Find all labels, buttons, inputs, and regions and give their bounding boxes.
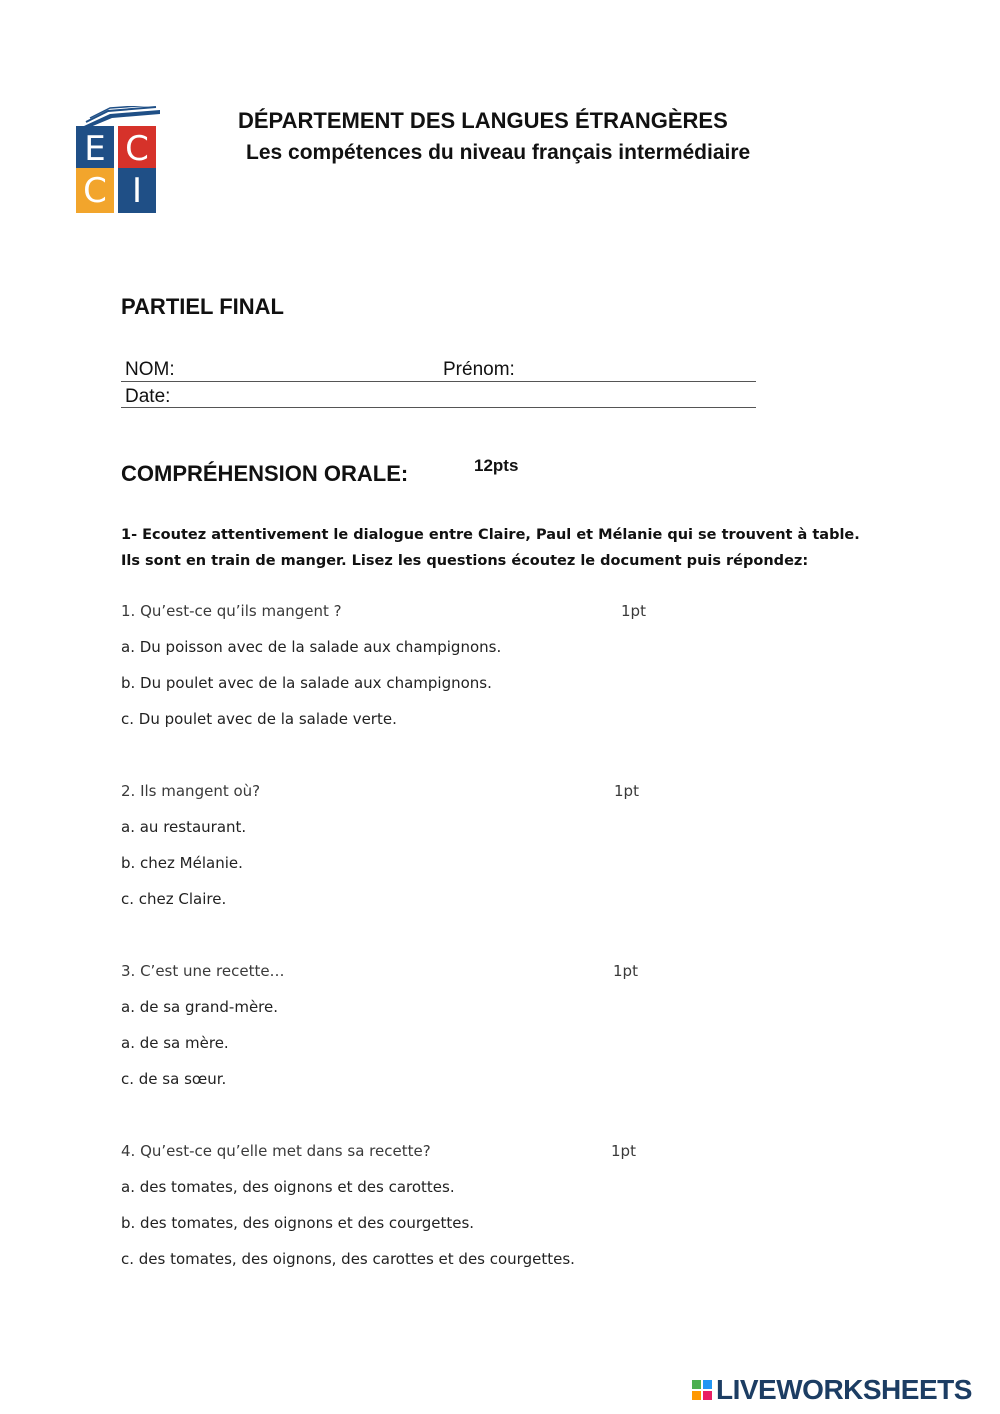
logo-tile-i: I [118,168,156,213]
department-title: DÉPARTEMENT DES LANGUES ÉTRANGÈRES [238,108,728,133]
question-2-option-c[interactable]: c. chez Claire. [121,890,227,908]
liveworksheets-logo-icon [692,1380,712,1400]
question-2: 2. Ils mangent où? [121,782,261,800]
book-pages-icon [80,106,168,128]
logo-tile-c-top: C [118,126,156,171]
exam-title: PARTIEL FINAL [121,294,284,319]
question-1-option-c[interactable]: c. Du poulet avec de la salade verte. [121,710,397,728]
date-label: Date: [125,386,171,407]
question-4-option-c[interactable]: c. des tomates, des oignons, des carottes et des courgettes. [121,1250,575,1268]
liveworksheets-wordmark: LIVEWORKSHEETS [716,1374,972,1405]
question-1-option-a[interactable]: a. Du poisson avec de la salade aux champignons. [121,638,502,656]
question-1-option-b[interactable]: b. Du poulet avec de la salade aux champignons. [121,674,492,692]
course-subtitle: Les compétences du niveau français intermédiaire [246,141,751,164]
prenom-label: Prénom: [443,359,515,380]
section-points: 12pts [474,456,519,475]
question-4: 4. Qu’est-ce qu’elle met dans sa recette? [121,1142,431,1160]
question-3-points: 1pt [613,962,638,980]
question-4-points: 1pt [611,1142,636,1160]
question-4-option-a[interactable]: a. des tomates, des oignons et des carottes. [121,1178,455,1196]
question-1-points: 1pt [621,602,646,620]
question-4-option-b[interactable]: b. des tomates, des oignons et des courgettes. [121,1214,475,1232]
name-line[interactable] [121,381,756,382]
nom-label: NOM: [125,359,175,380]
question-2-points: 1pt [614,782,639,800]
question-3-option-b[interactable]: a. de sa mère. [121,1034,229,1052]
logo-tile-c-bottom: C [76,168,114,213]
question-1: 1. Qu’est-ce qu’ils mangent ? [121,602,342,620]
liveworksheets-brand[interactable] [692,1375,972,1405]
date-line[interactable] [121,407,756,408]
instruction-text: 1- Ecoutez attentivement le dialogue entre Claire, Paul et Mélanie qui se trouvent à table. Ils sont en train de manger. Lisez les questions écoutez le document puis répondez: [121,527,860,569]
ecci-logo [74,106,162,214]
question-2-option-b[interactable]: b. chez Mélanie. [121,854,243,872]
question-2-option-a[interactable]: a. au restaurant. [121,818,247,836]
question-3-option-c[interactable]: c. de sa sœur. [121,1070,227,1088]
logo-tile-e: E [76,126,114,171]
section-title: COMPRÉHENSION ORALE: [121,461,409,486]
question-3-option-a[interactable]: a. de sa grand-mère. [121,998,279,1016]
question-3: 3. C’est une recette… [121,962,285,980]
